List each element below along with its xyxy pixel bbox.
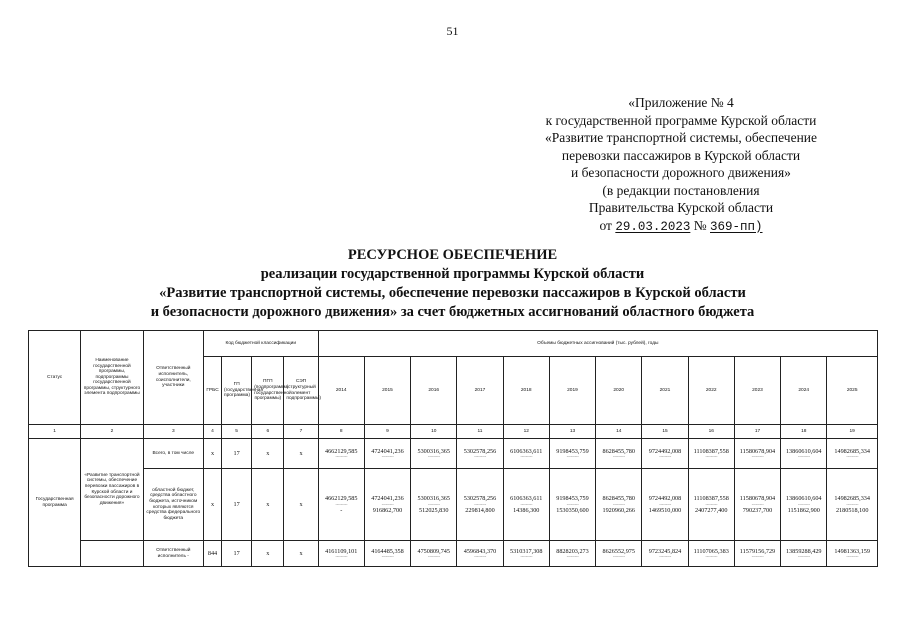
value-separator: - - - - - - - - - — [381, 554, 394, 560]
value-total: 9198453,759 — [556, 447, 589, 455]
value-cell — [457, 439, 503, 469]
value-cell — [781, 439, 827, 469]
value-separator: - - - - - - - - - — [335, 501, 347, 507]
appendix-line: и безопасности дорожного движения» — [571, 165, 791, 180]
value-separator: - - - - - - - - - — [751, 501, 764, 507]
value-total: 13859288,429 — [785, 547, 822, 555]
value-total: 6106363,611 — [510, 447, 543, 455]
header-year: 2023 — [734, 357, 780, 425]
value-separator: - - - - - - - - - — [797, 501, 810, 507]
table-row — [29, 541, 878, 567]
value-federal: 2407277,400 — [694, 506, 728, 514]
value-total: 5302578,256 — [463, 495, 497, 503]
code-gp-cell: 17 — [222, 439, 252, 469]
value-cell — [596, 469, 642, 541]
code-gp-cell: 17 — [222, 541, 252, 567]
value-cell — [827, 469, 878, 541]
budget-table — [28, 330, 878, 567]
value-total: 11580678,904 — [739, 495, 776, 503]
title-line-1: РЕСУРСНОЕ ОБЕСПЕЧЕНИЕ — [347, 247, 558, 263]
status-cell: Государственная программа — [29, 439, 81, 567]
value-cell — [364, 469, 410, 541]
executor-cell: Всего, в том числе — [143, 439, 203, 469]
value-federal: 1530350,600 — [556, 506, 589, 514]
value-cell — [411, 469, 457, 541]
value-total: 8828203,273 — [556, 547, 589, 555]
header-year: 2016 — [411, 357, 457, 425]
value-federal: 916862,700 — [372, 506, 403, 514]
column-number: 1 — [29, 425, 81, 439]
value-total: 4161109,101 — [325, 547, 358, 555]
column-number-row — [29, 425, 878, 439]
value-separator: - - - - - - - - - — [335, 454, 347, 460]
value-federal: 1469510,000 — [648, 506, 682, 514]
column-number: 9 — [364, 425, 410, 439]
value-total: 11580678,904 — [739, 447, 776, 455]
value-separator: - - - - - - - - - — [381, 501, 394, 507]
value-separator: - - - - - - - - - — [659, 454, 671, 460]
header-year: 2022 — [688, 357, 734, 425]
column-number: 19 — [827, 425, 878, 439]
value-cell — [596, 439, 642, 469]
value-federal: 14386,300 — [513, 506, 540, 514]
value-separator: - - - - - - - - - — [797, 554, 810, 560]
value-cell — [503, 439, 549, 469]
header-grbs: ГРБС — [203, 357, 221, 425]
value-cell — [781, 541, 827, 567]
header-gp: ГП (государственная программа) — [222, 357, 252, 425]
header-executor: Ответственный исполнитель, соисполнители, участники — [143, 331, 203, 425]
date-prefix: от — [599, 217, 612, 233]
header-year: 2019 — [549, 357, 595, 425]
value-total: 4662129,585 — [324, 447, 358, 455]
value-total: 8626552,975 — [602, 547, 635, 555]
value-separator: - - - - - - - - - — [427, 454, 440, 460]
value-cell — [549, 541, 595, 567]
value-cell — [596, 541, 642, 567]
header-year: 2024 — [781, 357, 827, 425]
value-separator: - - - - - - - - - — [797, 454, 810, 460]
value-cell — [549, 469, 595, 541]
value-cell — [503, 469, 549, 541]
value-cell — [688, 469, 734, 541]
value-cell — [688, 541, 734, 567]
value-total: 4596843,370 — [463, 547, 497, 555]
value-separator: - - - - - - - - - — [474, 454, 486, 460]
code-grbs-cell: х — [203, 439, 221, 469]
value-cell — [318, 541, 364, 567]
value-separator: - - - - - - - - - — [846, 554, 858, 560]
value-cell — [549, 439, 595, 469]
page-cut-area — [0, 598, 905, 640]
value-total: 11108387,558 — [693, 495, 729, 503]
value-total: 9723245,824 — [648, 547, 682, 555]
program-name-cell: «Развитие транспортной системы, обеспечение перевозки пассажиров в Курской области и безопасности дорожного движения» — [81, 439, 143, 541]
header-volume-group: Объемы бюджетных ассигнований (тыс. рублей), годы — [318, 331, 877, 357]
value-federal: 790237,700 — [742, 506, 773, 514]
value-federal: 229814,800 — [465, 506, 495, 514]
header-year: 2020 — [596, 357, 642, 425]
value-total: 13860610,604 — [785, 495, 822, 503]
value-separator: - - - - - - - - - — [612, 454, 625, 460]
document-title — [0, 246, 905, 322]
column-number: 4 — [203, 425, 221, 439]
value-separator: - - - - - - - - - — [474, 554, 486, 560]
value-separator: - - - - - - - - - — [520, 454, 532, 460]
value-federal: 1151862,900 — [787, 506, 820, 514]
value-total: 9724492,008 — [648, 447, 682, 455]
value-federal: 2180518,100 — [835, 506, 869, 514]
column-number: 15 — [642, 425, 688, 439]
value-separator: - - - - - - - - - — [335, 554, 347, 560]
code-sep-cell: х — [284, 541, 318, 567]
executor-cell: областной бюджет, средства областного бюджета, источником которых являются средства федерального бюджета — [143, 469, 203, 541]
appendix-line: (в редакции постановления — [602, 182, 760, 198]
value-cell — [734, 439, 780, 469]
value-separator: - - - - - - - - - — [659, 554, 671, 560]
value-cell — [642, 439, 688, 469]
title-line-2: реализации государственной программы Курской области — [260, 266, 645, 282]
value-separator: - - - - - - - - - — [846, 454, 858, 460]
value-total: 5300316,365 — [417, 495, 450, 503]
resolution-date: 29.03.2023 — [615, 219, 691, 234]
table-row — [29, 469, 878, 541]
code-grbs-cell: х — [203, 469, 221, 541]
value-separator: - - - - - - - - - — [566, 554, 579, 560]
value-separator: - - - - - - - - - — [705, 501, 717, 507]
value-total: 9724492,008 — [648, 495, 682, 503]
value-separator: - - - - - - - - - — [427, 554, 440, 560]
value-separator: - - - - - - - - - — [381, 454, 394, 460]
value-separator: - - - - - - - - - — [566, 501, 579, 507]
header-status: Статус — [29, 331, 81, 425]
value-total: 4750809,745 — [417, 547, 450, 555]
column-number: 11 — [457, 425, 503, 439]
value-cell — [827, 541, 878, 567]
value-cell — [411, 439, 457, 469]
header-year: 2021 — [642, 357, 688, 425]
column-number: 3 — [143, 425, 203, 439]
value-total: 5302578,256 — [463, 447, 497, 455]
column-number: 12 — [503, 425, 549, 439]
appendix-line: «Приложение № 4 — [628, 95, 734, 110]
value-separator: - - - - - - - - - — [846, 501, 858, 507]
value-cell — [734, 469, 780, 541]
value-total: 14981363,159 — [834, 547, 870, 555]
value-total: 9198453,759 — [556, 495, 589, 503]
page-number: 51 — [446, 24, 459, 38]
column-number: 10 — [411, 425, 457, 439]
column-number: 18 — [781, 425, 827, 439]
code-grbs-cell: 844 — [203, 541, 221, 567]
value-cell — [411, 541, 457, 567]
column-number: 14 — [596, 425, 642, 439]
code-pgp-cell: х — [252, 469, 284, 541]
column-number: 6 — [252, 425, 284, 439]
value-total: 5300316,365 — [417, 447, 450, 455]
header-year: 2014 — [318, 357, 364, 425]
appendix-line: перевозки пассажиров в Курской области — [561, 147, 801, 163]
value-separator: - - - - - - - - - — [474, 501, 486, 507]
value-cell — [781, 469, 827, 541]
value-separator: - - - - - - - - - — [705, 554, 717, 560]
header-year: 2018 — [503, 357, 549, 425]
value-total: 8628455,780 — [602, 447, 635, 455]
header-year: 2025 — [827, 357, 878, 425]
column-number: 7 — [284, 425, 318, 439]
value-total: 13860610,604 — [785, 447, 822, 455]
value-cell — [364, 541, 410, 567]
value-separator: - - - - - - - - - — [612, 501, 625, 507]
value-total: 11107065,383 — [693, 547, 729, 555]
column-number: 13 — [549, 425, 595, 439]
table-body — [29, 439, 878, 567]
code-pgp-cell: х — [252, 439, 284, 469]
value-separator: - - - - - - - - - — [520, 554, 532, 560]
value-cell — [364, 439, 410, 469]
value-cell — [318, 469, 364, 541]
value-total: 4724041,236 — [371, 447, 404, 455]
code-pgp-cell: х — [252, 541, 284, 567]
value-total: 11108387,558 — [693, 447, 729, 455]
value-cell — [503, 541, 549, 567]
header-year: 2017 — [457, 357, 503, 425]
empty-name-cell — [81, 541, 143, 567]
value-cell — [734, 541, 780, 567]
value-cell — [457, 469, 503, 541]
column-number: 5 — [222, 425, 252, 439]
resolution-number: 369-пп) — [710, 219, 763, 234]
value-cell — [318, 439, 364, 469]
value-total: 4164485,358 — [371, 547, 404, 555]
value-total: 14982685,334 — [834, 495, 870, 503]
appendix-block — [521, 94, 841, 236]
value-separator: - - - - - - - - - — [705, 454, 717, 460]
value-separator: - - - - - - - - - — [566, 454, 579, 460]
value-cell — [827, 439, 878, 469]
appendix-date-line — [521, 217, 841, 237]
value-total: 4724041,236 — [371, 495, 404, 503]
title-line-3: «Развитие транспортной системы, обеспечение перевозки пассажиров в Курской области — [159, 285, 746, 301]
value-federal: 1920960,266 — [602, 506, 635, 514]
number-prefix: № — [693, 217, 707, 233]
value-federal: 512025,830 — [419, 506, 449, 514]
value-separator: - - - - - - - - - — [520, 501, 532, 507]
value-total: 14982685,334 — [834, 447, 870, 455]
value-total: 11579156,729 — [739, 547, 776, 555]
appendix-line: к государственной программе Курской области — [545, 112, 817, 128]
value-separator: - - - - - - - - - — [751, 554, 764, 560]
column-number: 2 — [81, 425, 143, 439]
value-cell — [457, 541, 503, 567]
value-total: 8628455,780 — [602, 495, 635, 503]
code-gp-cell: 17 — [222, 469, 252, 541]
value-total: 6106363,611 — [510, 495, 543, 503]
header-name: Наименование государственной программы, подпрограммы государственной программы, структурного элемента подпрограммы — [81, 331, 143, 425]
value-separator: - - - - - - - - - — [427, 501, 440, 507]
code-sep-cell: х — [284, 439, 318, 469]
column-number: 16 — [688, 425, 734, 439]
title-line-4: и безопасности дорожного движения» за счет бюджетных ассигнований областного бюджета — [150, 304, 755, 320]
value-total: 4662129,585 — [324, 495, 358, 503]
appendix-line: «Развитие транспортной системы, обеспечение — [544, 130, 818, 145]
value-cell — [642, 541, 688, 567]
column-number: 17 — [734, 425, 780, 439]
header-pgp: ПГП (подпрограмма государственной программы) — [252, 357, 284, 425]
value-total: 5310317,308 — [509, 547, 543, 555]
header-year: 2015 — [364, 357, 410, 425]
value-cell — [642, 469, 688, 541]
executor-cell: Ответственный исполнитель - — [143, 541, 203, 567]
value-separator: - - - - - - - - - — [751, 454, 764, 460]
code-sep-cell: х — [284, 469, 318, 541]
value-separator: - - - - - - - - - — [612, 554, 625, 560]
appendix-line: Правительства Курской области — [588, 200, 774, 215]
header-code-group: Код бюджетной классификации — [203, 331, 318, 357]
value-cell — [688, 439, 734, 469]
value-separator: - - - - - - - - - — [659, 501, 671, 507]
column-number: 8 — [318, 425, 364, 439]
table-row — [29, 439, 878, 469]
value-federal: - — [340, 506, 343, 514]
header-sep: СЭП (структурный элемент подпрограммы) — [284, 357, 318, 425]
